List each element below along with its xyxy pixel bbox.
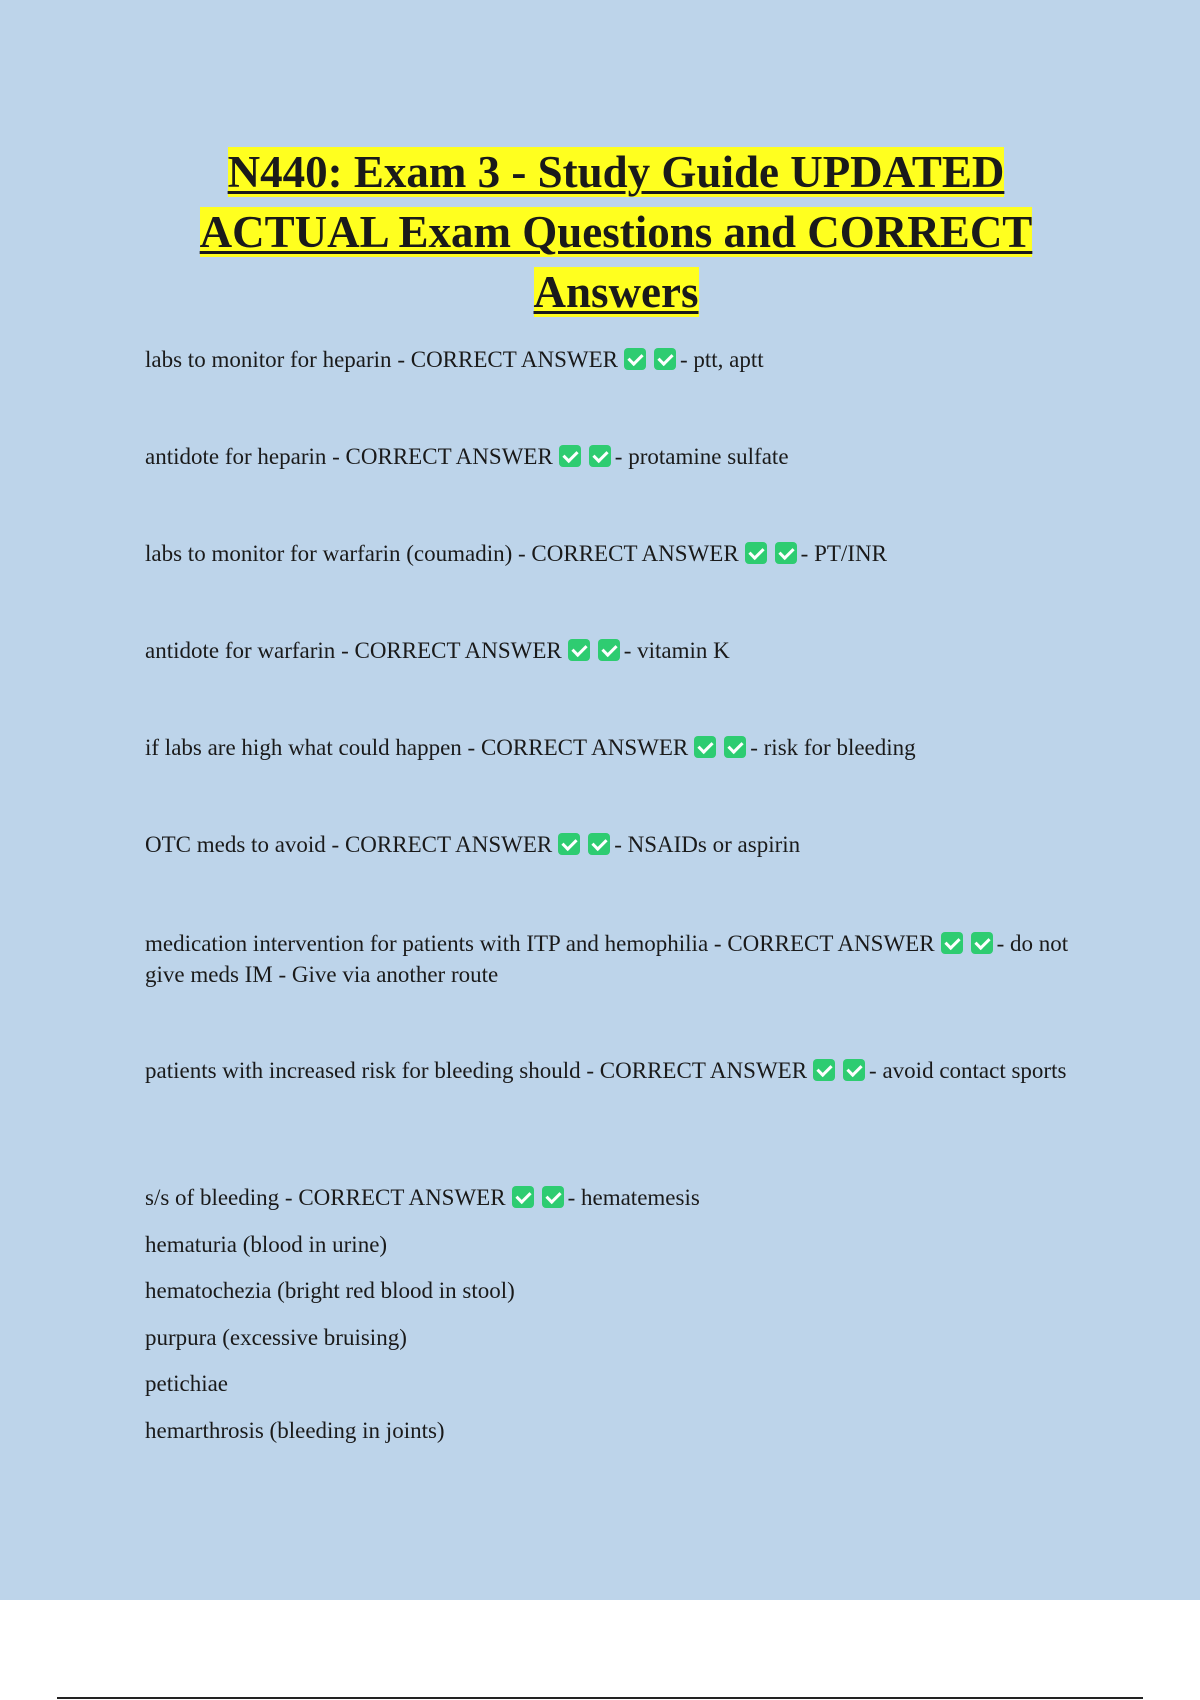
- answer-text: vitamin K: [637, 638, 730, 663]
- answer-marker: CORRECT ANSWER: [344, 832, 553, 857]
- bleeding-sign-4: petichiae: [145, 1371, 229, 1396]
- check-mark-icon: [559, 445, 581, 467]
- check-mark-icon: [624, 348, 646, 370]
- answer-marker: CORRECT ANSWER: [354, 638, 562, 663]
- check-mark-icon: [558, 833, 580, 855]
- answer-marker: CORRECT ANSWER: [298, 1185, 506, 1210]
- qa-item-7: medication intervention for patients with ITP and hemophilia - CORRECT ANSWER - do not give meds IM - Give via another route: [145, 931, 1069, 987]
- qa-item-3: labs to monitor for warfarin (coumadin) - CORRECT ANSWER - PT/INR: [145, 541, 887, 566]
- answer-marker: CORRECT ANSWER: [727, 931, 935, 956]
- answer-text: ptt, aptt: [693, 347, 764, 372]
- qa-item-4: antidote for warfarin - CORRECT ANSWER - vitamin K: [145, 638, 730, 663]
- answer-text: hematemesis: [581, 1185, 700, 1210]
- qa-item-1: labs to monitor for heparin - CORRECT ANSWER - ptt, aptt: [145, 347, 764, 372]
- check-mark-icon: [775, 542, 797, 564]
- bleeding-sign-1: hematuria (blood in urine): [145, 1232, 388, 1257]
- footer-divider: [57, 1697, 1143, 1699]
- question-text: OTC meds to avoid: [145, 832, 326, 857]
- bleeding-sign-3: purpura (excessive bruising): [145, 1325, 407, 1350]
- answer-marker: CORRECT ANSWER: [480, 735, 689, 760]
- answer-text: risk for bleeding: [763, 735, 916, 760]
- answer-text: NSAIDs or aspirin: [627, 832, 801, 857]
- check-mark-icon: [568, 639, 590, 661]
- title-line-3: Answers: [533, 267, 699, 317]
- answer-text: do not give meds IM - Give via another route: [145, 931, 1069, 987]
- document-title: [120, 142, 1112, 322]
- question-text: medication intervention for patients with ITP and hemophilia: [145, 931, 709, 956]
- check-mark-icon: [588, 833, 610, 855]
- qa-item-2: antidote for heparin - CORRECT ANSWER - protamine sulfate: [145, 444, 789, 469]
- question-text: antidote for warfarin: [145, 638, 336, 663]
- answer-marker: CORRECT ANSWER: [531, 541, 739, 566]
- check-mark-icon: [843, 1059, 865, 1081]
- answer-text: PT/INR: [814, 541, 887, 566]
- check-mark-icon: [941, 932, 963, 954]
- bleeding-sign-2: hematochezia (bright red blood in stool): [145, 1278, 515, 1303]
- check-mark-icon: [745, 542, 767, 564]
- check-mark-icon: [724, 736, 746, 758]
- question-text: antidote for heparin: [145, 444, 327, 469]
- answer-text: protamine sulfate: [628, 444, 789, 469]
- qa-item-6: OTC meds to avoid - CORRECT ANSWER - NSAIDs or aspirin: [145, 832, 801, 857]
- answer-marker: CORRECT ANSWER: [410, 347, 618, 372]
- check-mark-icon: [589, 445, 611, 467]
- check-mark-icon: [512, 1186, 534, 1208]
- qa-item-9: s/s of bleeding - CORRECT ANSWER - hematemesis: [145, 1185, 700, 1210]
- answer-marker: CORRECT ANSWER: [345, 444, 553, 469]
- title-line-2: ACTUAL Exam Questions and CORRECT: [199, 207, 1033, 257]
- question-text: if labs are high what could happen: [145, 735, 462, 760]
- answer-text: avoid contact sports: [882, 1058, 1067, 1083]
- check-mark-icon: [654, 348, 676, 370]
- question-text: patients with increased risk for bleeding should: [145, 1058, 581, 1083]
- bleeding-sign-5: hemarthrosis (bleeding in joints): [145, 1418, 445, 1443]
- check-mark-icon: [542, 1186, 564, 1208]
- check-mark-icon: [694, 736, 716, 758]
- question-text: labs to monitor for warfarin (coumadin): [145, 541, 513, 566]
- answer-marker: CORRECT ANSWER: [599, 1058, 808, 1083]
- question-text: s/s of bleeding: [145, 1185, 280, 1210]
- title-line-1: N440: Exam 3 - Study Guide UPDATED: [227, 147, 1005, 197]
- qa-item-5: if labs are high what could happen - CORRECT ANSWER - risk for bleeding: [145, 735, 916, 760]
- check-mark-icon: [598, 639, 620, 661]
- question-text: labs to monitor for heparin: [145, 347, 392, 372]
- check-mark-icon: [971, 932, 993, 954]
- check-mark-icon: [813, 1059, 835, 1081]
- qa-item-8: patients with increased risk for bleeding should - CORRECT ANSWER - avoid contact sports: [145, 1058, 1067, 1083]
